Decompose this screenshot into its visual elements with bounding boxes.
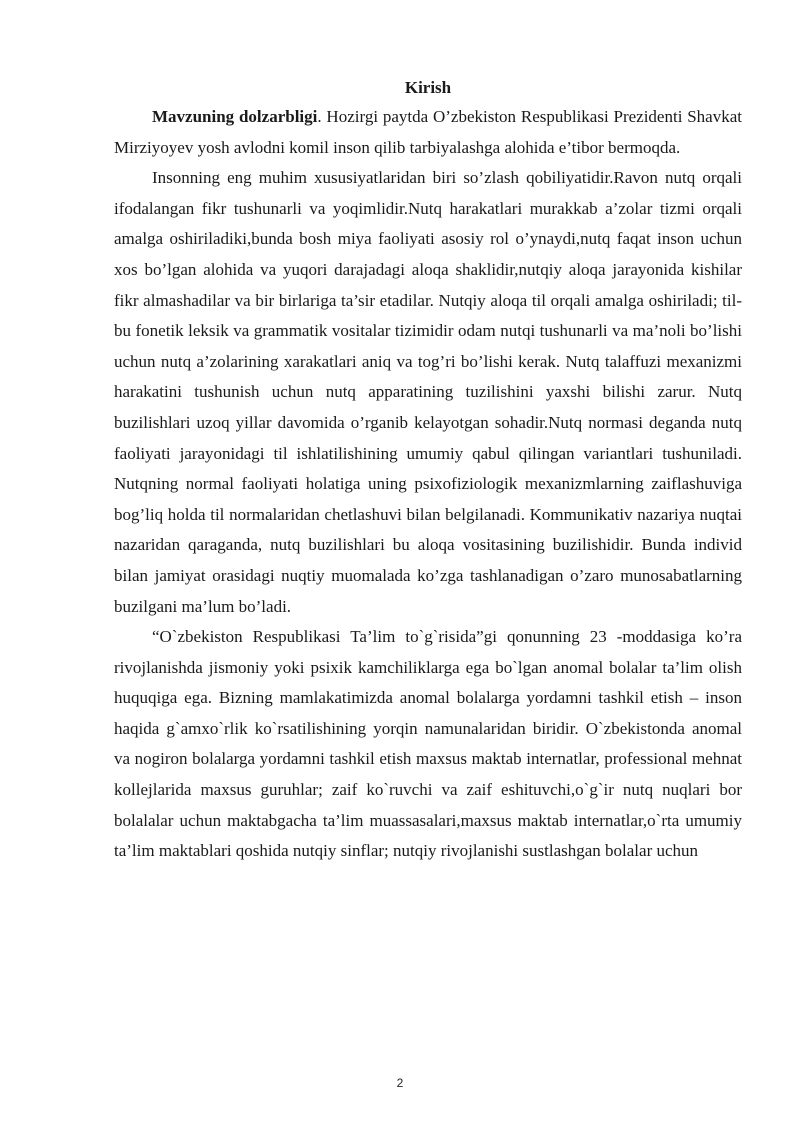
paragraph-speech [114,163,742,622]
paragraph-relevance [114,102,742,163]
paragraph-text: . Hozirgi paytda O’zbekiston Respublikasi Prezidenti Shavkat Mirziyoyev yosh avlodni komil inson qilib tarbiyalashga alohida e’tibor bermoqda. [114,107,742,157]
paragraph-lead-bold: Mavzuning dolzarbligi [152,107,318,126]
document-page [114,74,742,867]
paragraph-law [114,622,742,867]
paragraph-text: Insonning eng muhim xususiyatlaridan biri so’zlash qobiliyatidir.Ravon nutq orqali ifodalangan fikr tushunarli va yoqimlidir.Nutq harakatlari murakkab a’zolar tizmi orqali amalga oshiriladiki,bunda bosh miya faoliyati asosiy rol o’ynaydi,nutq faqat inson uchun xos bo’lgan alohida va yuqori darajadagi aloqa shaklidir,nutqiy aloqa jarayonida kishilar fikr almashadilar va bir birlariga ta’sir etadilar. Nutqiy aloqa til orqali amalga oshiriladi; til-bu fonetik leksik va grammatik vositalar tizimidir odam nutqi tushunarli va ma’noli bo’lishi uchun nutq a’zolarining xarakatlari aniq va tog’ri bo’lishi kerak. Nutq talaffuzi mexanizmi harakatini tushunish uchun nutq apparatining tuzilishini yaxshi bilishi zarur. Nutq buzilishlari uzoq yillar davomida o’rganib kelayotgan sohadir.Nutq normasi deganda nutq faoliyati jarayonidagi til ishlatilishining umumiy qabul qilingan variantlari tushuniladi. Nutqning normal faoliyati holatiga uning psixofiziologik mexanizmlarning zaiflashuviga bog’liq holda til normalaridan chetlashuvi bilan belgilanadi. Kommunikativ nazariya nuqtai nazaridan qaraganda, nutq buzilishlari bu aloqa vositasining buzilishidir. Bunda individ bilan jamiyat orasidagi nuqtiy muomalada ko’zga tashlanadigan o’zaro munosabatlarning buzilgani ma’lum bo’ladi. [114,168,742,616]
paragraph-text: “O`zbekiston Respublikasi Ta’lim to`g`risida”gi qonunning 23 -moddasiga ko’ra rivojlanishda jismoniy yoki psixik kamchiliklarga ega bo`lgan anomal bolalar ta’lim olish huquqiga ega. Bizning mamlakatimizda anomal bolalarga yordamni tashkil etish – inson haqida g`amxo`rlik ko`rsatilishining yorqin namunalaridan biridir. O`zbekistonda anomal va nogiron bolalarga yordamni tashkil etish maxsus maktab internatlar, professional mehnat kollejlarida maxsus guruhlar; zaif ko`ruvchi va zaif eshituvchi,o`g`ir nutq nuqlari bor bolalalar uchun maktabgacha ta’lim muassasalari,maxsus maktab internatlar,o`rta umumiy ta’lim maktablari qoshida nutqiy sinflar; nutqiy rivojlanishi sustlashgan bolalar uchun [114,627,742,861]
page-number: 2 [396,1076,404,1090]
document-title: Kirish [404,78,452,97]
